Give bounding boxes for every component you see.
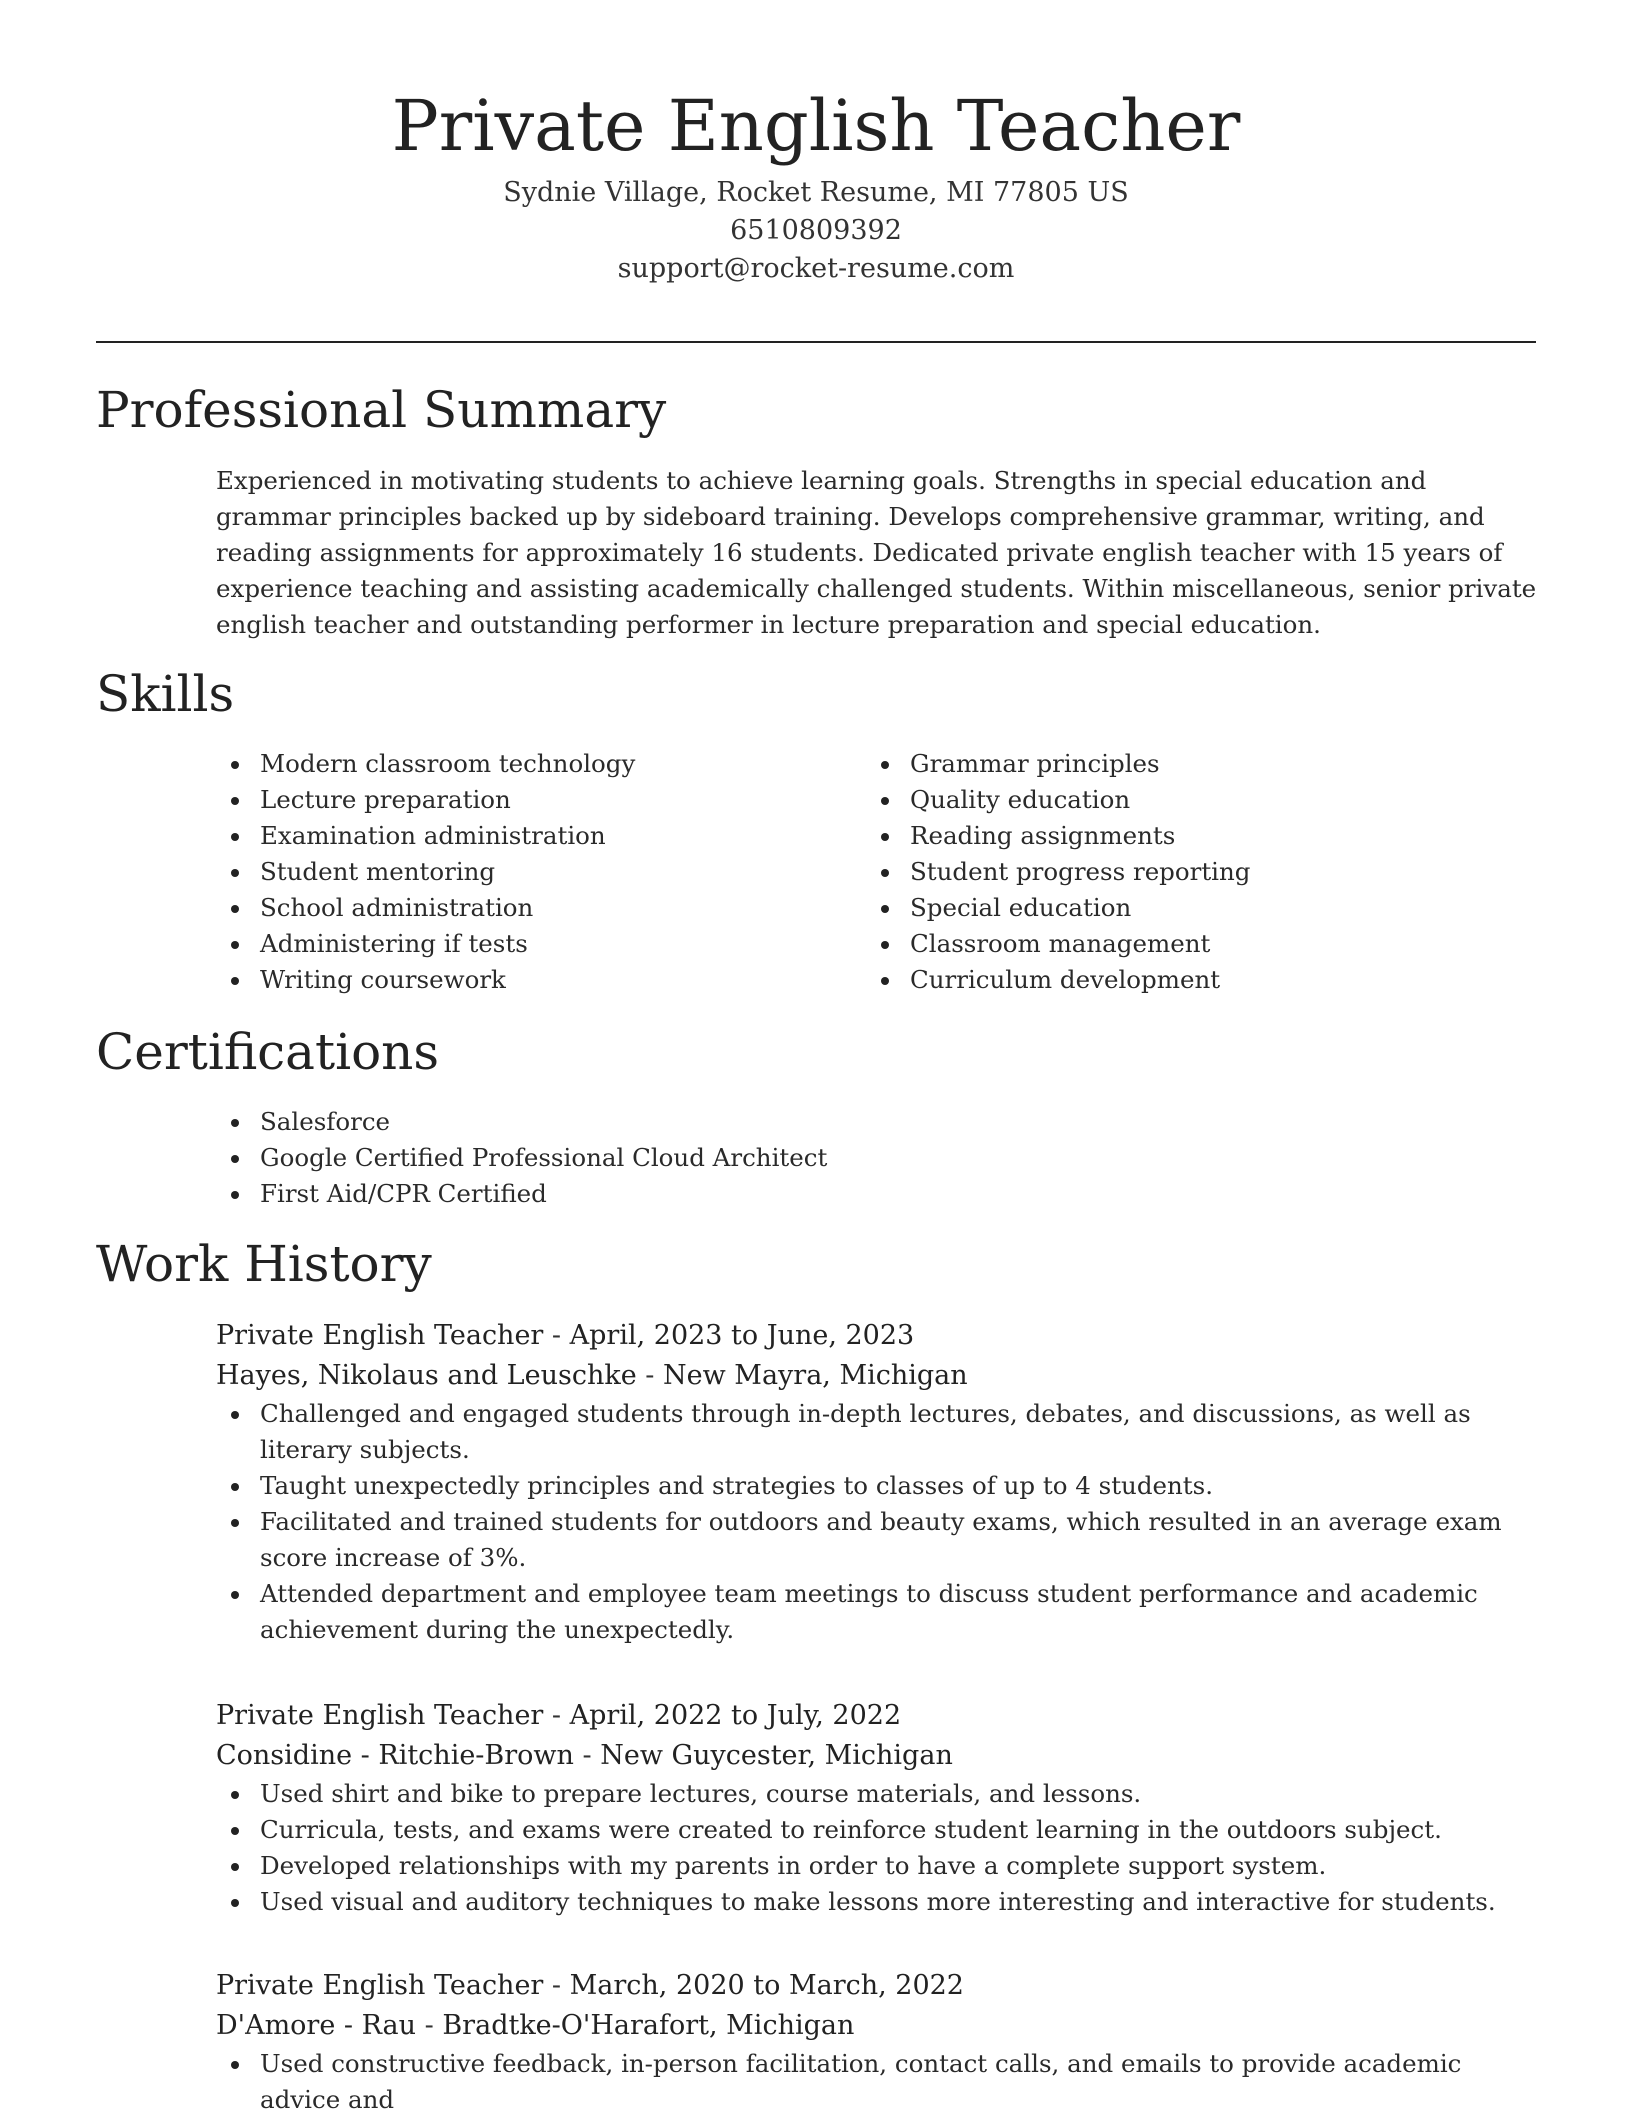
job-bullet: Used shirt and bike to prepare lectures, course materials, and lessons. [216,1776,1540,1812]
job-bullet: Facilitated and trained students for outdoors and beauty exams, which resulted in an average exam score increase of 3%. [216,1504,1540,1576]
summary-text: Experienced in motivating students to achieve learning goals. Strengths in special education and grammar principles backed up by sideboard training. Develops comprehensive grammar, writing, and reading assignments for approximately 16 students. Dedicated private english teacher with 15 years of experience teaching and assisting academically challenged students. Within miscellaneous, senior private english teacher and outstanding performer in lecture preparation and special education. [216,466,1537,639]
job-company-line: Considine - Ritchie-Brown - New Guycester, Michigan [216,1740,953,1771]
skill-item: Grammar principles [866,746,1486,782]
certification-item: Salesforce [216,1104,1536,1140]
job-dates: April, 2022 to July, 2022 [569,1700,902,1731]
job-bullet: Curricula, tests, and exams were created to reinforce student learning in the outdoors subject. [216,1812,1540,1848]
job-title-line: Private English Teacher - April, 2023 to June, 2023 [216,1320,915,1351]
job-bullet: Used constructive feedback, in-person facilitation, contact calls, and emails to provide academic advice and [216,2046,1540,2118]
job-location: New Guycester, Michigan [600,1740,953,1771]
skill-item: Writing coursework [216,962,836,998]
job-bullet: Challenged and engaged students through in-depth lectures, debates, and discussions, as well as literary subjects. [216,1396,1540,1468]
contact-email: support@rocket-resume.com [617,253,1015,284]
skills-list-right [866,746,1486,998]
skill-item: Curriculum development [866,962,1486,998]
job-bullets [216,1776,1540,1920]
skill-item: Administering if tests [216,926,836,962]
header-divider [96,341,1536,343]
job-bullet: Taught unexpectedly principles and strategies to classes of up to 4 students. [216,1468,1540,1504]
contact-phone: 6510809392 [730,215,902,246]
skill-item: School administration [216,890,836,926]
job-bullet: Used visual and auditory techniques to make lessons more interesting and interactive for students. [216,1884,1540,1920]
job-bullets [216,1396,1540,1648]
contact-address: Sydnie Village, Rocket Resume, MI 77805 US [503,177,1129,208]
job-title-line: Private English Teacher - March, 2020 to March, 2022 [216,1970,964,2001]
job-bullet: Developed relationships with my parents in order to have a complete support system. [216,1848,1540,1884]
candidate-name: Private English Teacher [391,85,1241,167]
skill-item: Student progress reporting [866,854,1486,890]
job-company: Considine - Ritchie-Brown [216,1740,574,1771]
skill-item: Classroom management [866,926,1486,962]
job-bullets [216,2046,1540,2118]
job-dates: April, 2023 to June, 2023 [569,1320,915,1351]
skill-item: Quality education [866,782,1486,818]
certifications-heading: Certifications [96,1023,440,1081]
job-title: Private English Teacher [216,1700,544,1731]
job-title-line: Private English Teacher - April, 2022 to July, 2022 [216,1700,902,1731]
job-company-line: D'Amore - Rau - Bradtke-O'Harafort, Michigan [216,2010,855,2041]
job-location: Bradtke-O'Harafort, Michigan [442,2010,855,2041]
skill-item: Special education [866,890,1486,926]
skill-item: Reading assignments [866,818,1486,854]
job-title: Private English Teacher [216,1970,544,2001]
skills-list-left [216,746,836,998]
skill-item: Student mentoring [216,854,836,890]
skill-item: Examination administration [216,818,836,854]
certification-item: Google Certified Professional Cloud Architect [216,1140,1536,1176]
resume-header [96,78,1536,288]
job-company-line: Hayes, Nikolaus and Leuschke - New Mayra, Michigan [216,1360,968,1391]
job-location: New Mayra, Michigan [663,1360,968,1391]
summary-heading: Professional Summary [96,381,667,439]
job-company: Hayes, Nikolaus and Leuschke [216,1360,637,1391]
work-history-heading: Work History [96,1235,432,1293]
job-entry [216,1966,1540,2118]
certifications-list [216,1104,1536,1212]
job-entry [216,1316,1540,1648]
certification-item: First Aid/CPR Certified [216,1176,1536,1212]
skill-item: Modern classroom technology [216,746,836,782]
job-company: D'Amore - Rau [216,2010,417,2041]
skills-heading: Skills [96,665,235,723]
job-dates: March, 2020 to March, 2022 [569,1970,964,2001]
job-entry [216,1696,1540,1920]
skill-item: Lecture preparation [216,782,836,818]
job-title: Private English Teacher [216,1320,544,1351]
job-bullet: Attended department and employee team meetings to discuss student performance and academic achievement during the unexpectedly. [216,1576,1540,1648]
